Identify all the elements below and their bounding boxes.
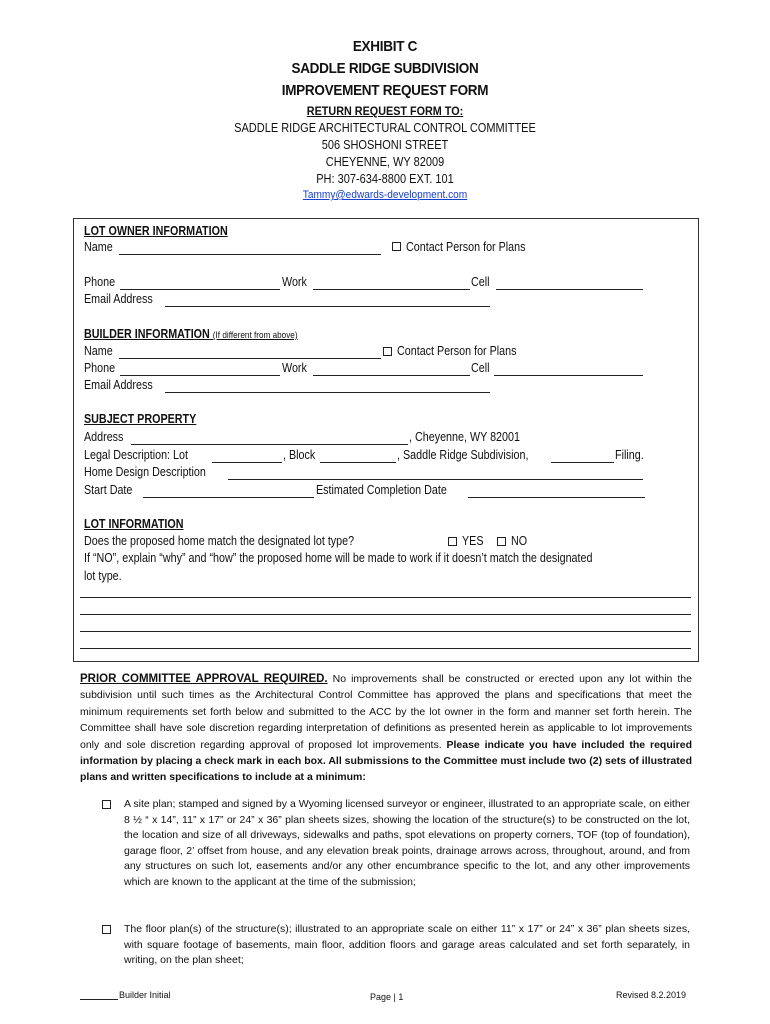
owner-work-label: Work	[282, 275, 307, 289]
floor-plan-item: The floor plan(s) of the structure(s); illustrated to an appropriate scale on either 11” x 17” or 24” x 36” plan sheets sizes, with square footage of basements, main floor, addition floors and garage areas calculated and set forth separately, in writing, on the plan sheet;	[124, 923, 690, 967]
completion-field[interactable]	[468, 497, 645, 498]
yes-checkbox[interactable]	[448, 537, 457, 546]
subdivision-label: , Saddle Ridge Subdivision,	[397, 448, 529, 462]
builder-name-field[interactable]	[119, 358, 381, 359]
subject-property-heading: SUBJECT PROPERTY	[84, 412, 197, 426]
explain-text-line2: lot type.	[84, 569, 122, 583]
revision-date: Revised 8.2.2019	[616, 990, 687, 1000]
owner-phone-field[interactable]	[120, 289, 280, 290]
no-checkbox[interactable]	[497, 537, 506, 546]
address-suffix: , Cheyenne, WY 82001	[409, 430, 520, 444]
owner-name-label: Name	[84, 240, 113, 254]
builder-cell-field[interactable]	[494, 375, 643, 376]
city-address: CHEYENNE, WY 82009	[325, 155, 445, 169]
owner-email-field[interactable]	[165, 306, 490, 307]
builder-cell-label: Cell	[471, 361, 490, 375]
phone-number: PH: 307-634-8800 EXT. 101	[316, 172, 454, 186]
filing-field[interactable]	[551, 462, 614, 463]
explain-text-line1: If “NO”, explain “why” and “how” the proposed home will be made to work if it doesn’t match the designated	[84, 551, 593, 565]
block-label: , Block	[283, 448, 316, 462]
builder-phone-field[interactable]	[120, 375, 280, 376]
approval-text: No improvements shall be constructed or erected upon any lot within the subdivision until such times as the Architectural Control Committee has approved the plans and specifications that meet the minimum requirements set forth below and submitted to the ACC by the lot owner in the form and manner set forth herein. The Committee shall have sole discretion regarding interpretation of definitions as presented herein as applicable to lot improvements only and sole discretion regarding approval of proposed lot improvements.	[80, 673, 692, 751]
builder-initial-field[interactable]	[80, 999, 118, 1000]
form-box	[73, 218, 699, 662]
completion-label: Estimated Completion Date	[316, 483, 447, 497]
start-date-label: Start Date	[84, 483, 133, 497]
owner-cell-label: Cell	[471, 275, 490, 289]
approval-label: PRIOR COMMITTEE APPROVAL REQUIRED.	[80, 673, 328, 685]
explain-line[interactable]	[80, 597, 691, 598]
builder-name-label: Name	[84, 344, 113, 358]
owner-work-field[interactable]	[313, 289, 470, 290]
site-plan-item: A site plan; stamped and signed by a Wyoming licensed surveyor or engineer, illustrated to an appropriate scale, on either 8 ½ “ x 14”, 11” x 17” or 24” x 36” plan sheets sizes, showing the location of the structure(s) to be constructed on the lot, the location and size of all driveways, sidewalks and paths, spot elevations on property corners, TOF (top of foundation), garage floor, 2’ offset from house, and any elevation break points, drainage arrows across, throughout, around, and from any structures on such lot, easements and/or any other encumbrance specific to the lot, and any other improvements which are known to the applicant at the time of the submission;	[124, 798, 690, 888]
form-title: IMPROVEMENT REQUEST FORM	[281, 82, 489, 99]
filing-label: Filing.	[615, 448, 644, 462]
design-field[interactable]	[228, 479, 643, 480]
owner-contact-label: Contact Person for Plans	[406, 240, 526, 254]
builder-work-label: Work	[282, 361, 307, 375]
explain-line[interactable]	[80, 614, 691, 615]
subdivision-title: SADDLE RIDGE SUBDIVISION	[291, 60, 479, 77]
builder-contact-label: Contact Person for Plans	[397, 344, 517, 358]
approval-bold-text: Please indicate you have included the required information by placing a check mark in each box. All submissions to the Committee must include two (2) sets of illustrated plans and written specifications to include at a minimum:	[80, 738, 692, 784]
approval-paragraph	[80, 671, 692, 786]
block-field[interactable]	[320, 462, 396, 463]
builder-heading	[84, 327, 298, 341]
committee-name: SADDLE RIDGE ARCHITECTURAL CONTROL COMMITTEE	[234, 121, 536, 135]
yes-label: YES	[462, 534, 484, 548]
address-label: Address	[84, 430, 124, 444]
explain-line[interactable]	[80, 648, 691, 649]
design-label: Home Design Description	[84, 465, 206, 479]
email-link[interactable]: Tammy@edwards-development.com	[302, 189, 468, 201]
owner-contact-checkbox[interactable]	[392, 242, 401, 251]
street-address: 506 SHOSHONI STREET	[321, 138, 449, 152]
address-field[interactable]	[131, 444, 408, 445]
lot-owner-heading: LOT OWNER INFORMATION	[84, 224, 228, 238]
owner-name-field[interactable]	[119, 254, 381, 255]
owner-cell-field[interactable]	[496, 289, 643, 290]
exhibit-title: EXHIBIT C	[352, 38, 418, 55]
builder-phone-label: Phone	[84, 361, 116, 375]
owner-phone-label: Phone	[84, 275, 116, 289]
lot-information-heading: LOT INFORMATION	[84, 517, 184, 531]
start-date-field[interactable]	[143, 497, 314, 498]
lot-type-question: Does the proposed home match the designated lot type?	[84, 534, 355, 548]
builder-email-label: Email Address	[84, 378, 153, 392]
return-label: RETURN REQUEST FORM TO:	[306, 104, 464, 118]
builder-heading-text: BUILDER INFORMATION	[84, 327, 210, 341]
builder-note: (If different from above)	[212, 330, 298, 341]
builder-initial-label: Builder Initial	[119, 990, 171, 1000]
lot-field[interactable]	[212, 462, 282, 463]
legal-lot-label: Legal Description: Lot	[84, 448, 188, 462]
builder-contact-checkbox[interactable]	[383, 347, 392, 356]
floor-plan-checkbox[interactable]	[102, 925, 111, 934]
explain-line[interactable]	[80, 631, 691, 632]
no-label: NO	[511, 534, 528, 548]
site-plan-checkbox[interactable]	[102, 800, 111, 809]
builder-email-field[interactable]	[165, 392, 490, 393]
owner-email-label: Email Address	[84, 292, 153, 306]
builder-work-field[interactable]	[313, 375, 470, 376]
page-number: Page | 1	[370, 992, 404, 1002]
